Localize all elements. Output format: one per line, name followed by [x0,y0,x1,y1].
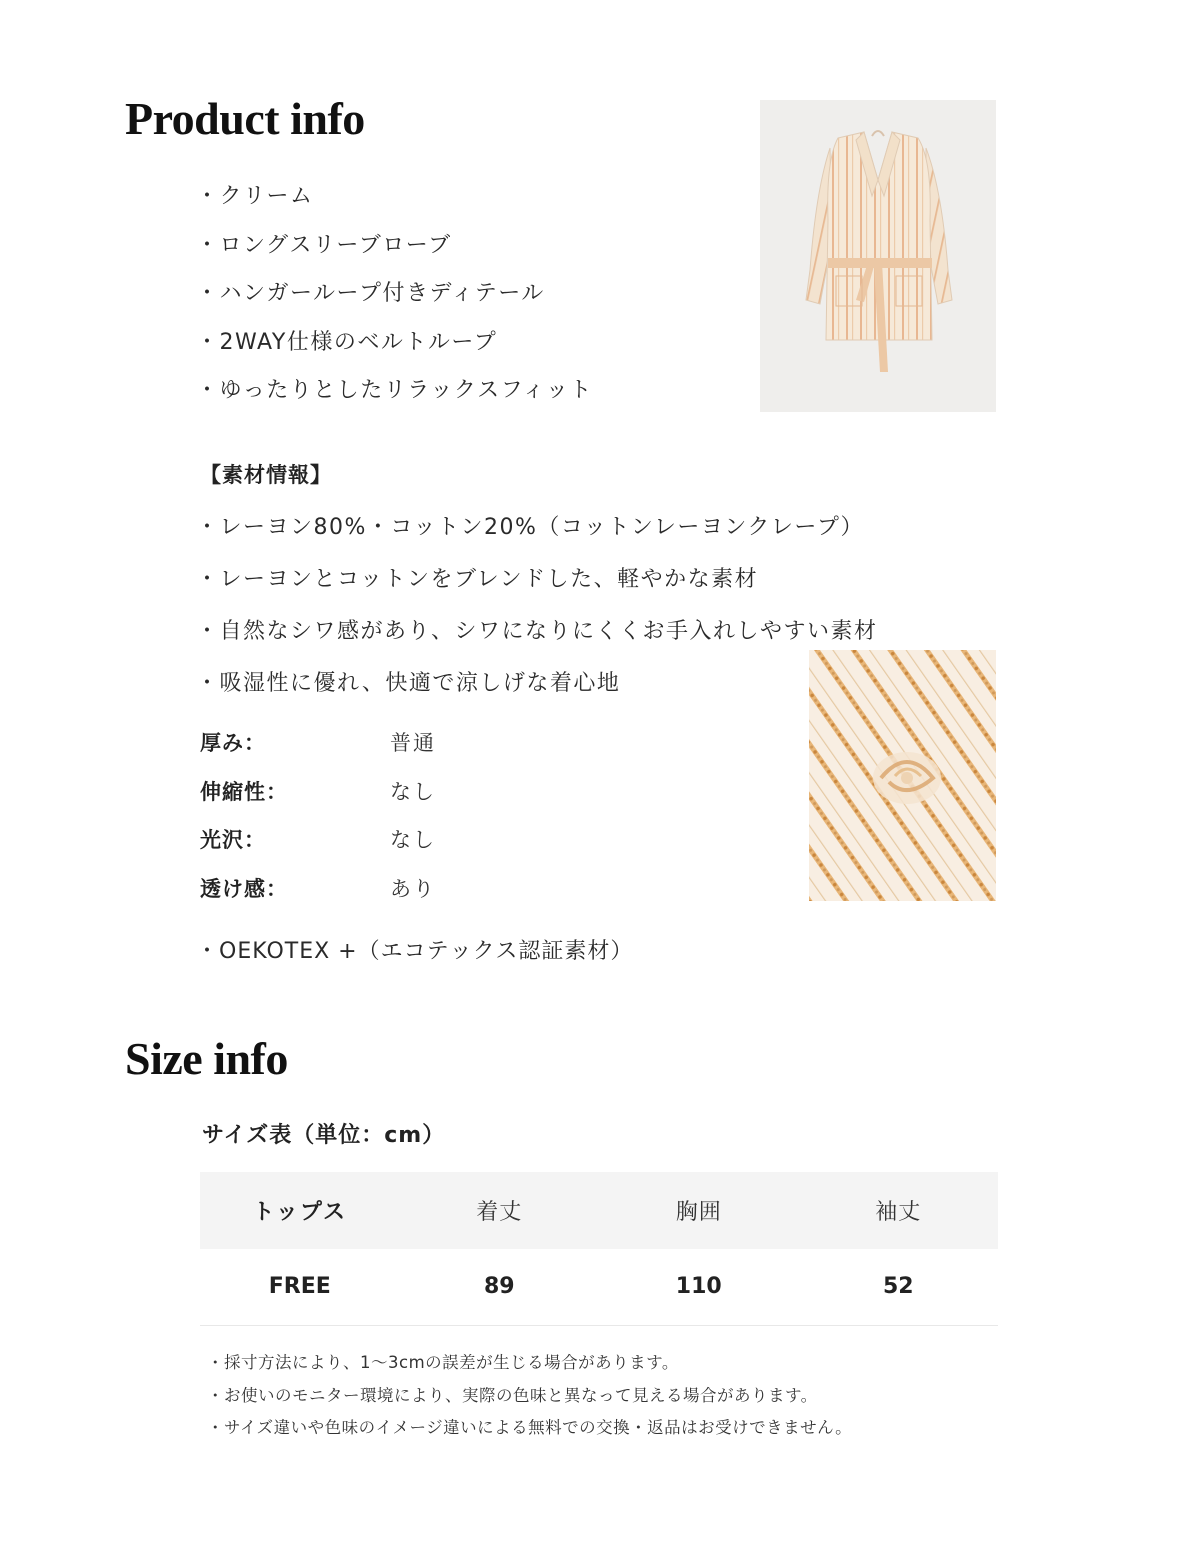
size-table-title: サイズ表（単位：cm） [202,1123,446,1148]
material-item: ・自然なシワ感があり、シワになりにくくお手入れしやすい素材 [196,619,878,644]
feature-item: ・ハンガーループ付きディテール [196,281,545,306]
fabric-illustration [809,650,996,901]
note-item: ・サイズ違いや色味のイメージ違いによる無料での交換・返品はお受けできません。 [207,1418,853,1437]
spec-value: なし [390,828,436,853]
column-header: トップス [252,1200,347,1225]
spec-value: あり [390,876,436,901]
spec-label: 光沢： [200,828,266,853]
material-item: ・レーヨン80%・コットン20%（コットンレーヨンクレープ） [196,515,865,540]
note-item: ・お使いのモニター環境により、実際の色味と異なって見える場合があります。 [207,1385,818,1405]
feature-item: ・2WAY仕様のベルトループ [196,329,498,355]
table-row [200,1249,998,1325]
material-info-title: 【素材情報】 [200,463,332,487]
certification-note: ・OEKOTEX +（エコテックス認証素材） [196,939,634,964]
size-notes [207,1347,852,1445]
product-info-heading: Product info [125,93,365,144]
feature-list [196,180,593,423]
feature-item: ・ロングスリーブローブ [196,232,452,258]
table-cell: 52 [882,1274,914,1300]
spec-label: 厚み： [200,731,266,755]
material-list [196,511,878,719]
table-cell: 110 [675,1274,722,1300]
column-header: 胸囲 [675,1200,722,1225]
material-spec-table [200,725,436,919]
material-item: ・吸湿性に優れ、快適で涼しげな着心地 [196,671,621,696]
feature-item: ・ゆったりとしたリラックスフィット [196,378,593,403]
column-header: 袖丈 [875,1200,922,1225]
size-info-heading: Size info [125,1033,288,1084]
size-table [200,1172,998,1326]
column-header: 着丈 [476,1200,523,1225]
spec-row-sheerness [200,871,436,920]
note-item: ・採寸方法により、1〜3cmの誤差が生じる場合があります。 [207,1353,679,1372]
table-cell: FREE [268,1274,331,1300]
size-table-header-row [200,1172,998,1249]
robe-product-image [760,100,996,412]
spec-row-stretch [200,774,436,823]
fabric-closeup-image [809,650,996,901]
robe-illustration [760,100,996,412]
spec-value: なし [390,779,436,804]
spec-label: 透け感： [200,876,288,901]
table-cell: 89 [483,1274,515,1300]
spec-row-thickness [200,725,436,774]
spec-row-gloss [200,822,436,871]
spec-label: 伸縮性： [200,779,288,804]
material-item: ・レーヨンとコットンをブレンドした、軽やかな素材 [196,567,759,592]
spec-value: 普通 [390,731,436,755]
feature-item: ・クリーム [196,184,314,209]
